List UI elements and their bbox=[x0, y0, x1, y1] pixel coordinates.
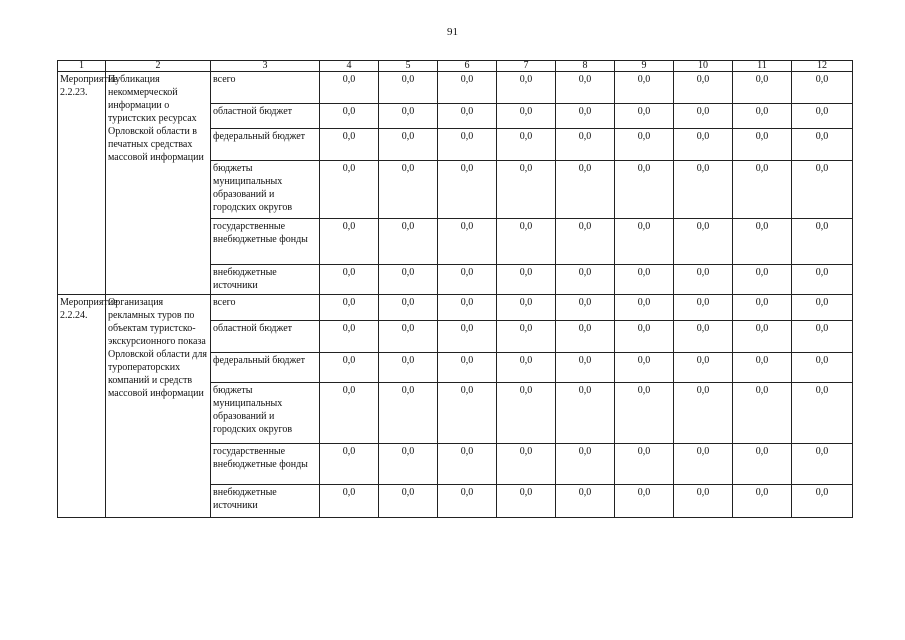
value-cell: 0,0 bbox=[379, 353, 438, 383]
value-cell: 0,0 bbox=[438, 295, 497, 321]
event-code: Мероприятие 2.2.23. bbox=[58, 72, 106, 295]
value-cell: 0,0 bbox=[792, 295, 853, 321]
value-cell: 0,0 bbox=[497, 219, 556, 265]
value-cell: 0,0 bbox=[674, 129, 733, 161]
value-cell: 0,0 bbox=[497, 444, 556, 485]
value-cell: 0,0 bbox=[320, 265, 379, 295]
value-cell: 0,0 bbox=[320, 104, 379, 129]
value-cell: 0,0 bbox=[674, 219, 733, 265]
value-cell: 0,0 bbox=[615, 129, 674, 161]
value-cell: 0,0 bbox=[320, 353, 379, 383]
funding-source: бюджеты муниципальных образований и городских округов bbox=[211, 161, 320, 219]
value-cell: 0,0 bbox=[733, 219, 792, 265]
value-cell: 0,0 bbox=[379, 485, 438, 518]
value-cell: 0,0 bbox=[379, 219, 438, 265]
value-cell: 0,0 bbox=[792, 321, 853, 353]
table-row bbox=[58, 72, 853, 104]
value-cell: 0,0 bbox=[733, 129, 792, 161]
value-cell: 0,0 bbox=[379, 321, 438, 353]
value-cell: 0,0 bbox=[497, 321, 556, 353]
column-header: 7 bbox=[497, 61, 556, 72]
funding-source: областной бюджет bbox=[211, 321, 320, 353]
value-cell: 0,0 bbox=[615, 321, 674, 353]
column-header: 5 bbox=[379, 61, 438, 72]
value-cell: 0,0 bbox=[320, 161, 379, 219]
value-cell: 0,0 bbox=[320, 485, 379, 518]
value-cell: 0,0 bbox=[379, 104, 438, 129]
value-cell: 0,0 bbox=[615, 485, 674, 518]
value-cell: 0,0 bbox=[379, 383, 438, 444]
funding-source: государственные внебюджетные фонды bbox=[211, 444, 320, 485]
funding-source: бюджеты муниципальных образований и городских округов bbox=[211, 383, 320, 444]
column-header: 2 bbox=[106, 61, 211, 72]
value-cell: 0,0 bbox=[792, 485, 853, 518]
value-cell: 0,0 bbox=[497, 353, 556, 383]
value-cell: 0,0 bbox=[556, 295, 615, 321]
value-cell: 0,0 bbox=[320, 72, 379, 104]
column-header: 10 bbox=[674, 61, 733, 72]
value-cell: 0,0 bbox=[792, 383, 853, 444]
value-cell: 0,0 bbox=[674, 444, 733, 485]
value-cell: 0,0 bbox=[379, 161, 438, 219]
value-cell: 0,0 bbox=[556, 383, 615, 444]
value-cell: 0,0 bbox=[438, 72, 497, 104]
value-cell: 0,0 bbox=[379, 444, 438, 485]
value-cell: 0,0 bbox=[615, 161, 674, 219]
value-cell: 0,0 bbox=[379, 295, 438, 321]
value-cell: 0,0 bbox=[674, 353, 733, 383]
value-cell: 0,0 bbox=[733, 295, 792, 321]
value-cell: 0,0 bbox=[379, 72, 438, 104]
funding-source: федеральный бюджет bbox=[211, 129, 320, 161]
value-cell: 0,0 bbox=[556, 129, 615, 161]
value-cell: 0,0 bbox=[674, 485, 733, 518]
funding-source: областной бюджет bbox=[211, 104, 320, 129]
value-cell: 0,0 bbox=[733, 485, 792, 518]
value-cell: 0,0 bbox=[792, 129, 853, 161]
value-cell: 0,0 bbox=[320, 383, 379, 444]
event-name: Организация рекламных туров по объектам туристско-экскурсионного показа Орловской области для туроператорских компаний и средств массовой информации bbox=[106, 295, 211, 518]
event-name: Публикация некоммерческой информации о туристских ресурсах Орловской области в печатных средствах массовой информации bbox=[106, 72, 211, 295]
value-cell: 0,0 bbox=[733, 72, 792, 104]
value-cell: 0,0 bbox=[320, 219, 379, 265]
column-header: 3 bbox=[211, 61, 320, 72]
column-header: 8 bbox=[556, 61, 615, 72]
value-cell: 0,0 bbox=[792, 265, 853, 295]
value-cell: 0,0 bbox=[497, 161, 556, 219]
value-cell: 0,0 bbox=[674, 104, 733, 129]
funding-source: внебюджетные источники bbox=[211, 485, 320, 518]
column-header: 1 bbox=[58, 61, 106, 72]
value-cell: 0,0 bbox=[674, 383, 733, 444]
value-cell: 0,0 bbox=[615, 444, 674, 485]
value-cell: 0,0 bbox=[733, 104, 792, 129]
value-cell: 0,0 bbox=[674, 161, 733, 219]
value-cell: 0,0 bbox=[615, 219, 674, 265]
value-cell: 0,0 bbox=[615, 353, 674, 383]
value-cell: 0,0 bbox=[497, 295, 556, 321]
funding-source: государственные внебюджетные фонды bbox=[211, 219, 320, 265]
value-cell: 0,0 bbox=[379, 265, 438, 295]
value-cell: 0,0 bbox=[792, 161, 853, 219]
value-cell: 0,0 bbox=[320, 129, 379, 161]
value-cell: 0,0 bbox=[733, 353, 792, 383]
value-cell: 0,0 bbox=[320, 295, 379, 321]
value-cell: 0,0 bbox=[792, 104, 853, 129]
value-cell: 0,0 bbox=[497, 485, 556, 518]
value-cell: 0,0 bbox=[320, 321, 379, 353]
value-cell: 0,0 bbox=[615, 265, 674, 295]
value-cell: 0,0 bbox=[733, 161, 792, 219]
value-cell: 0,0 bbox=[438, 104, 497, 129]
value-cell: 0,0 bbox=[792, 353, 853, 383]
value-cell: 0,0 bbox=[438, 485, 497, 518]
value-cell: 0,0 bbox=[674, 72, 733, 104]
value-cell: 0,0 bbox=[733, 321, 792, 353]
value-cell: 0,0 bbox=[438, 129, 497, 161]
value-cell: 0,0 bbox=[674, 295, 733, 321]
value-cell: 0,0 bbox=[733, 383, 792, 444]
value-cell: 0,0 bbox=[438, 161, 497, 219]
funding-source: федеральный бюджет bbox=[211, 353, 320, 383]
value-cell: 0,0 bbox=[674, 321, 733, 353]
value-cell: 0,0 bbox=[615, 72, 674, 104]
value-cell: 0,0 bbox=[497, 129, 556, 161]
value-cell: 0,0 bbox=[556, 219, 615, 265]
value-cell: 0,0 bbox=[497, 265, 556, 295]
value-cell: 0,0 bbox=[438, 383, 497, 444]
value-cell: 0,0 bbox=[438, 321, 497, 353]
value-cell: 0,0 bbox=[615, 295, 674, 321]
value-cell: 0,0 bbox=[497, 383, 556, 444]
column-header: 12 bbox=[792, 61, 853, 72]
value-cell: 0,0 bbox=[556, 353, 615, 383]
page-number: 91 bbox=[447, 26, 458, 38]
header-row bbox=[58, 61, 853, 72]
value-cell: 0,0 bbox=[556, 485, 615, 518]
value-cell: 0,0 bbox=[438, 444, 497, 485]
value-cell: 0,0 bbox=[320, 444, 379, 485]
value-cell: 0,0 bbox=[556, 265, 615, 295]
value-cell: 0,0 bbox=[792, 219, 853, 265]
value-cell: 0,0 bbox=[438, 353, 497, 383]
value-cell: 0,0 bbox=[615, 383, 674, 444]
value-cell: 0,0 bbox=[792, 444, 853, 485]
funding-source: всего bbox=[211, 295, 320, 321]
column-header: 6 bbox=[438, 61, 497, 72]
column-header: 11 bbox=[733, 61, 792, 72]
table-body bbox=[58, 72, 853, 518]
funding-source: всего bbox=[211, 72, 320, 104]
value-cell: 0,0 bbox=[556, 104, 615, 129]
value-cell: 0,0 bbox=[615, 104, 674, 129]
value-cell: 0,0 bbox=[674, 265, 733, 295]
funding-source: внебюджетные источники bbox=[211, 265, 320, 295]
value-cell: 0,0 bbox=[497, 104, 556, 129]
value-cell: 0,0 bbox=[733, 444, 792, 485]
value-cell: 0,0 bbox=[556, 72, 615, 104]
funding-table bbox=[57, 60, 853, 518]
value-cell: 0,0 bbox=[556, 161, 615, 219]
value-cell: 0,0 bbox=[792, 72, 853, 104]
value-cell: 0,0 bbox=[438, 265, 497, 295]
value-cell: 0,0 bbox=[733, 265, 792, 295]
value-cell: 0,0 bbox=[379, 129, 438, 161]
value-cell: 0,0 bbox=[556, 321, 615, 353]
value-cell: 0,0 bbox=[556, 444, 615, 485]
column-header: 9 bbox=[615, 61, 674, 72]
column-header: 4 bbox=[320, 61, 379, 72]
value-cell: 0,0 bbox=[497, 72, 556, 104]
value-cell: 0,0 bbox=[438, 219, 497, 265]
table-row bbox=[58, 295, 853, 321]
event-code: Мероприятие 2.2.24. bbox=[58, 295, 106, 518]
